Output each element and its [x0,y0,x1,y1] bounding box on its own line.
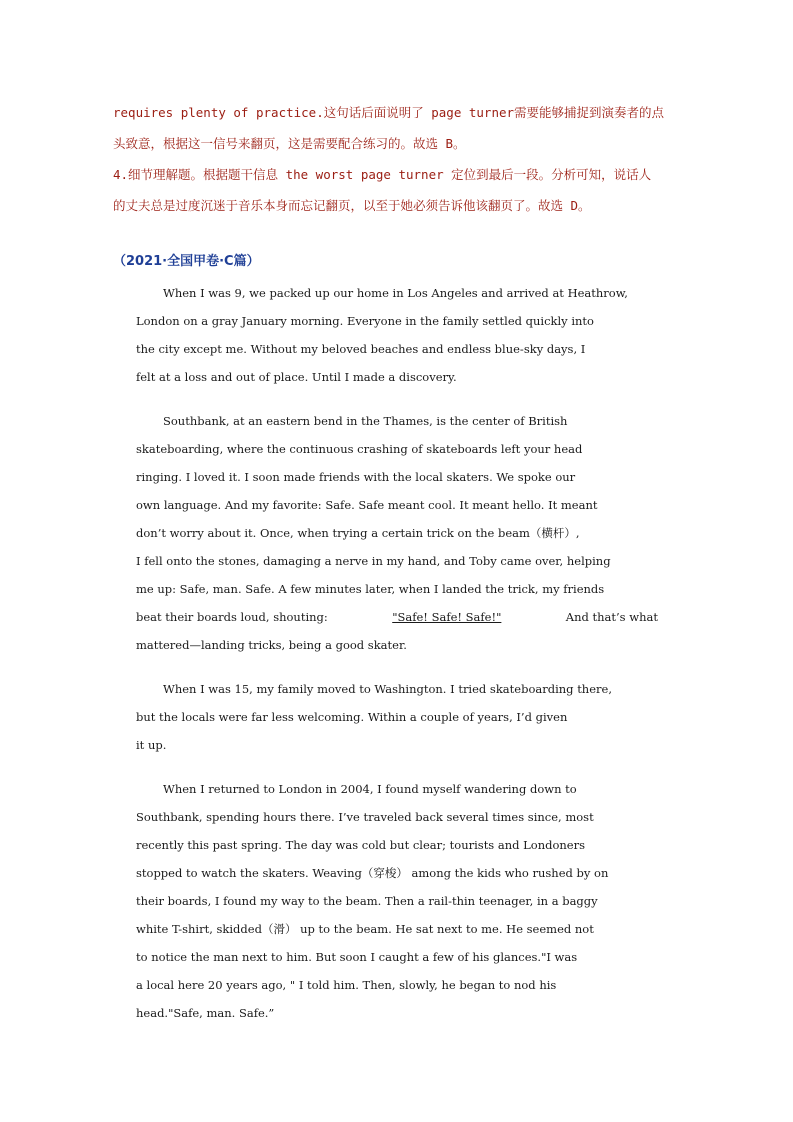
paragraph-1 [136,279,658,391]
passage-line: but the locals were far less welcoming. Within a couple of years, I’d given [136,710,568,724]
passage-line: recently this past spring. The day was cold but clear; tourists and Londoners [136,838,586,852]
paragraph-4 [136,775,658,1027]
passage-line: London on a gray January morning. Everyone in the family settled quickly into [136,314,594,328]
passage-line: stopped to watch the skaters. Weaving（穿梭） among the kids who rushed by on [136,866,609,880]
passage-line: When I was 9, we packed up our home in Los Angeles and arrived at Heathrow, [163,286,628,300]
answer-line-4: 的丈夫总是过度沉迷于音乐本身而忘记翻页，以至于她必须告诉他该翻页了。故选 D。 [113,198,591,213]
passage-line: the city except me. Without my beloved beaches and endless blue-sky days, I [136,342,586,356]
paragraph-2 [136,407,658,659]
passage-line: felt at a loss and out of place. Until I made a discovery. [136,370,457,384]
passage-line: me up: Safe, man. Safe. A few minutes later, when I landed the trick, my friends [136,582,605,596]
passage-line: mattered—landing tricks, being a good skater. [136,638,407,652]
answer-line-3: 4.细节理解题。根据题干信息 the worst page turner 定位到最后一段。分析可知，说话人 [113,167,652,182]
paragraph-3 [136,675,658,759]
section-title: （2021·全国甲卷·C篇） [113,254,260,269]
passage-line: a local here 20 years ago, " I told him. Then, slowly, he began to nod his [136,978,557,992]
answer-line-2: 头致意，根据这一信号来翻页，这是需要配合练习的。故选 B。 [113,136,466,151]
passage-line: When I returned to London in 2004, I found myself wandering down to [163,782,577,796]
passage-line: head."Safe, man. Safe.” [136,1006,275,1020]
passage-line: don’t worry about it. Once, when trying a certain trick on the beam（横杆）, [136,526,580,540]
answer-line-1: requires plenty of practice.这句话后面说明了 page turner需要能够捕捉到演奏者的点 [113,105,665,120]
passage-line: to notice the man next to him. But soon I caught a few of his glances."I was [136,950,578,964]
shout-quote: "Safe! Safe! Safe!" [392,610,502,624]
passage-line: Southbank, spending hours there. I’ve traveled back several times since, most [136,810,594,824]
passage-line: skateboarding, where the continuous crashing of skateboards left your head [136,442,583,456]
passage-line: beat their boards loud, shouting: "Safe! Safe! Safe!" And that’s what [136,603,658,631]
passage-line: Southbank, at an eastern bend in the Thames, is the center of British [163,414,568,428]
passage-line: their boards, I found my way to the beam. Then a rail-thin teenager, in a baggy [136,894,598,908]
passage-line: When I was 15, my family moved to Washington. I tried skateboarding there, [163,682,612,696]
passage-line: white T-shirt, skidded（滑） up to the beam. He sat next to me. He seemed not [136,922,594,936]
passage-line: I fell onto the stones, damaging a nerve in my hand, and Toby came over, helping [136,554,611,568]
passage-line: ringing. I loved it. I soon made friends with the local skaters. We spoke our [136,470,576,484]
passage-line: own language. And my favorite: Safe. Safe meant cool. It meant hello. It meant [136,498,598,512]
passage-line: it up. [136,738,167,752]
